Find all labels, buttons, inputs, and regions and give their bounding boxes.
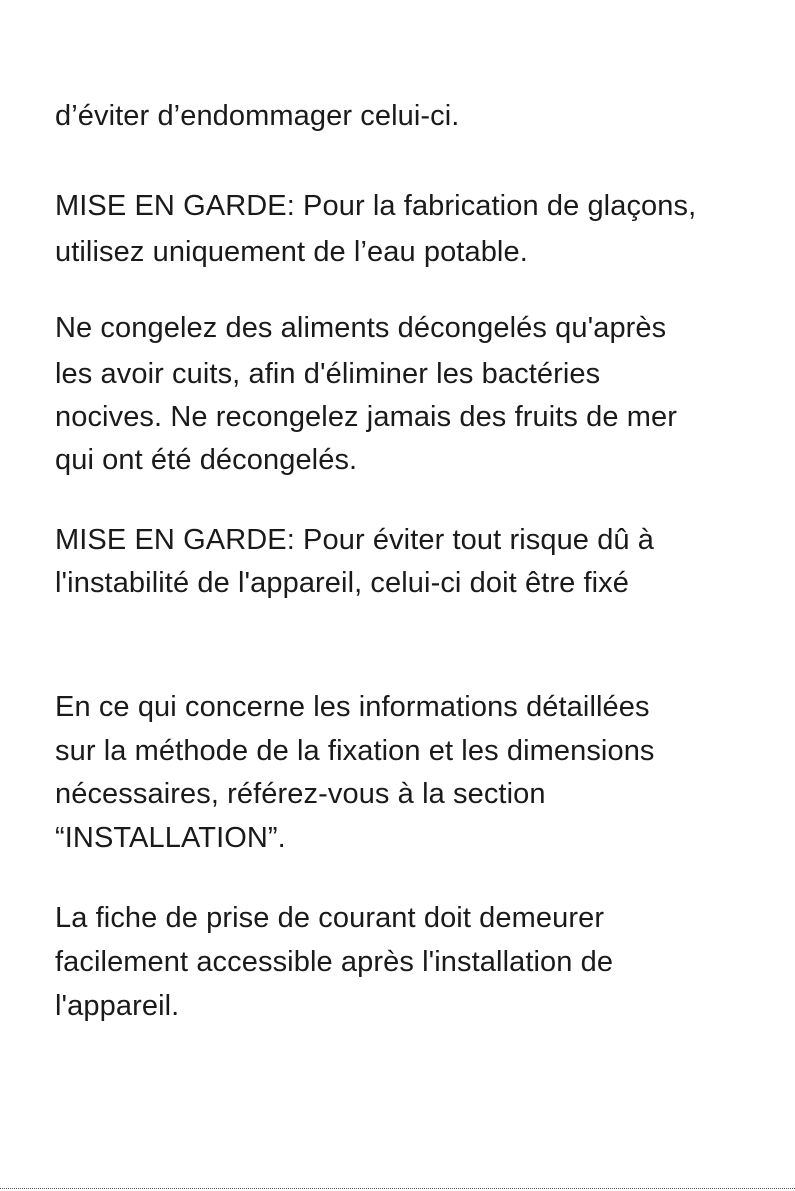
text-line: La fiche de prise de courant doit demeurer — [55, 902, 605, 934]
text-line: utilisez uniquement de l’eau potable. — [55, 236, 528, 268]
text-line: Ne congelez des aliments décongelés qu'après — [55, 312, 667, 344]
text-line: facilement accessible après l'installation de — [55, 946, 614, 978]
text-line: nocives. Ne recongelez jamais des fruits de mer — [55, 401, 678, 433]
page-bottom-edge — [0, 1188, 795, 1189]
text-line: MISE EN GARDE: Pour la fabrication de glaçons, — [55, 190, 697, 222]
text-line: l'appareil. — [55, 990, 180, 1022]
text-line: En ce qui concerne les informations détaillées — [55, 691, 650, 723]
text-line: qui ont été décongelés. — [55, 444, 358, 476]
text-line: les avoir cuits, afin d'éliminer les bactéries — [55, 358, 601, 390]
text-line: nécessaires, référez-vous à la section — [55, 778, 546, 810]
text-line: MISE EN GARDE: Pour éviter tout risque dû à — [55, 524, 655, 556]
text-line: “INSTALLATION”. — [55, 822, 286, 854]
text-line: d’éviter d’endommager celui-ci. — [55, 100, 460, 132]
text-line: l'instabilité de l'appareil, celui-ci doit être fixé — [55, 567, 629, 599]
text-line: sur la méthode de la fixation et les dimensions — [55, 735, 655, 767]
